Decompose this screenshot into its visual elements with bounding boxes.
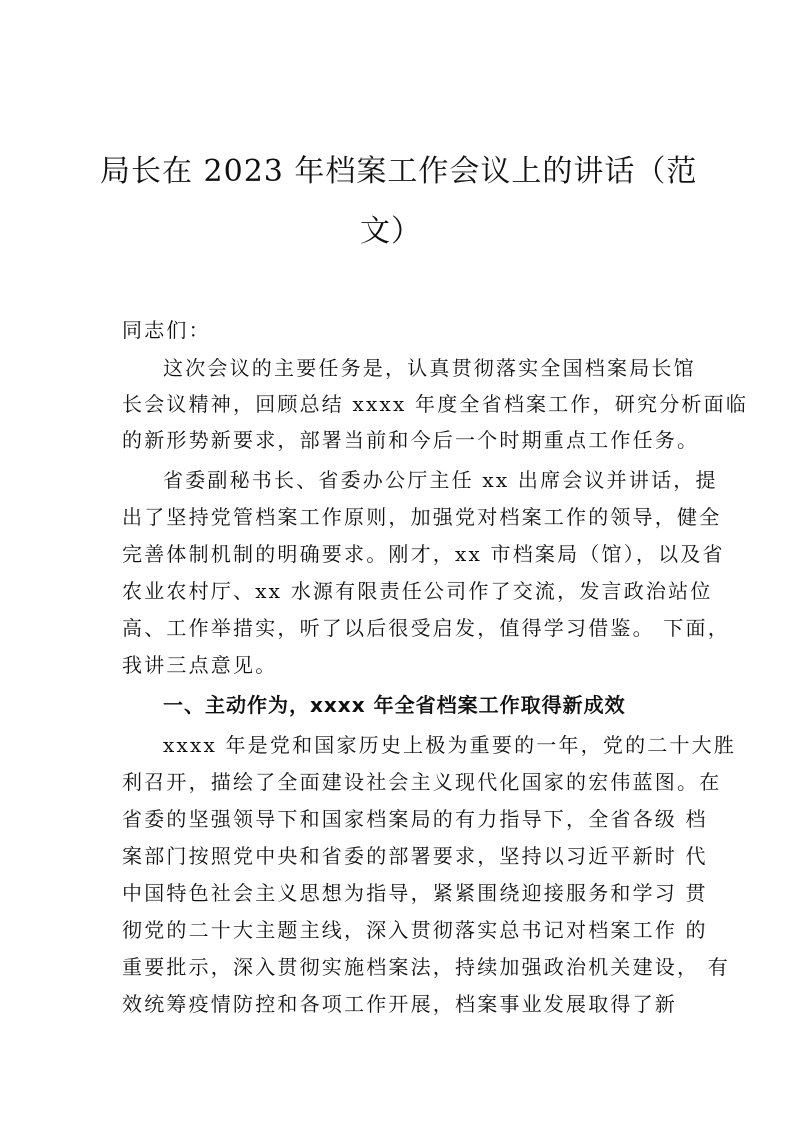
body-line: 效统筹疫情防控和各项工作开展，档案事业发展取得了新 <box>122 992 677 1016</box>
body-line: 中国特色社会主义思想为指导，紧紧围绕迎接服务和学习 贯 <box>122 881 708 905</box>
body-line: 我讲三点意见。 <box>122 653 278 677</box>
body-line: 长会议精神，回顾总结 xxxx 年度全省档案工作，研究分析面临 <box>122 392 749 416</box>
body-line: 案部门按照党中央和省委的部署要求，坚持以习近平新时 代 <box>122 844 708 868</box>
body-line: 省委副秘书长、省委办公厅主任 xx 出席会议并讲话，提 <box>163 468 718 492</box>
body-line: 完善体制机制的明确要求。刚才，xx 市档案局（馆），以及省 <box>122 542 725 566</box>
body-line: 的新形势新要求，部署当前和今后一个时期重点工作任务。 <box>122 428 700 452</box>
body-line: 省委的坚强领导下和国家档案局的有力指导下，全省各级 档 <box>122 807 708 831</box>
body-line: 彻党的二十大主题主线，深入贯彻落实总书记对档案工作 的 <box>122 918 708 942</box>
document-title-line-1: 局长在 2023 年档案工作会议上的讲话（范 <box>100 154 698 189</box>
document-title-line-2: 文） <box>360 214 422 249</box>
body-line: 重要批示，深入贯彻实施档案法，持续加强政治机关建设， 有 <box>122 955 730 979</box>
section-heading: 一、主动作为，xxxx 年全省档案工作取得新成效 <box>163 693 626 717</box>
body-line: 高、工作举措实，听了以后很受启发，值得学习借鉴。 下面， <box>122 616 730 640</box>
body-line: 出了坚持党管档案工作原则，加强党对档案工作的领导，健全 <box>122 505 722 529</box>
body-line: 农业农村厅、xx 水源有限责任公司作了交流，发言政治站位 <box>122 579 713 603</box>
body-line: xxxx 年是党和国家历史上极为重要的一年，党的二十大胜 <box>163 733 737 757</box>
body-line: 这次会议的主要任务是，认真贯彻落实全国档案局长馆 <box>163 356 696 380</box>
body-line: 利召开，描绘了全面建设社会主义现代化国家的宏伟蓝图。在 <box>122 770 722 794</box>
salutation: 同志们： <box>122 318 211 342</box>
